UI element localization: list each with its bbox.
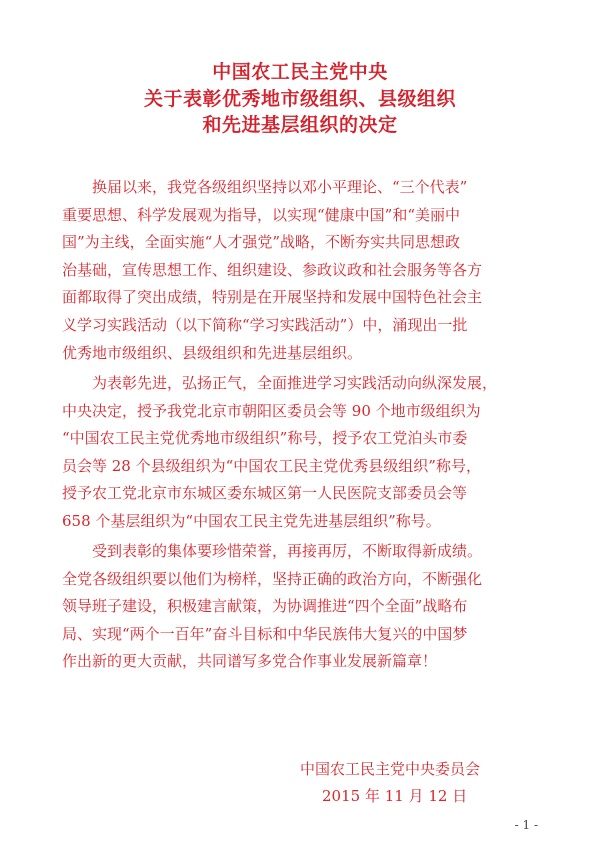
paragraph-line: “中国农工民主党优秀地市级组织”称号，授予农工党泊头市委 bbox=[62, 429, 468, 448]
paragraph-line: 义学习实践活动（以下简称“学习实践活动”）中，涌现出一批 bbox=[62, 315, 468, 334]
title-line-3: 和先进基层组织的决定 bbox=[202, 114, 398, 136]
paragraph-line: 面都取得了突出成绩，特别是在开展坚持和发展中国特色社会主 bbox=[62, 288, 483, 307]
paragraph-line: 治基础，宣传思想工作、组织建设、参政议政和社会服务等各方 bbox=[62, 260, 483, 279]
paragraph-line: 重要思想、科学发展观为指导，以实现“健康中国”和“美丽中 bbox=[62, 205, 461, 224]
paragraph-line: 中央决定，授予我党北京市朝阳区委员会等 90 个地市级组织为 bbox=[62, 401, 481, 420]
signature-date: 2015 年 11 月 12 日 bbox=[322, 787, 468, 805]
paragraph-line: 领导班子建设，积极建言献策，为协调推进“四个全面”战略布 bbox=[62, 597, 468, 616]
paragraph-line: 优秀地市级组织、县级组织和先进基层组织。 bbox=[62, 343, 363, 362]
paragraph-line: 658 个基层组织为“中国农工民主党先进基层组织”称号。 bbox=[62, 511, 441, 530]
signature-organization: 中国农工民主党中央委员会 bbox=[300, 760, 481, 778]
paragraph-line: 授予农工党北京市东城区委东城区第一人民医院支部委员会等 bbox=[62, 484, 468, 503]
paragraph-line: 换届以来，我党各级组织坚持以邓小平理论、“三个代表” bbox=[92, 178, 468, 196]
paragraph-line: 作出新的更大贡献，共同谱写多党合作事业发展新篇章！ bbox=[62, 652, 438, 671]
page-number: - 1 - bbox=[514, 818, 538, 832]
paragraph-line: 国”为主线，全面实施“人才强党”战略，不断夯实共同思想政 bbox=[62, 233, 461, 252]
paragraph-2 bbox=[62, 370, 550, 536]
paragraph-line: 为表彰先进，弘扬正气，全面推进学习实践活动向纵深发展， bbox=[92, 374, 498, 392]
paragraph-line: 全党各级组织要以他们为榜样，坚持正确的政治方向，不断强化 bbox=[62, 569, 483, 588]
paragraph-line: 受到表彰的集体要珍惜荣誉，再接再厉，不断取得新成绩。 bbox=[92, 542, 483, 560]
paragraph-3 bbox=[62, 538, 550, 676]
paragraph-line: 员会等 28 个县级组织为“中国农工民主党优秀县级组织”称号， bbox=[62, 456, 481, 475]
paragraph-line: 局、实现“两个一百年”奋斗目标和中华民族伟大复兴的中国梦 bbox=[62, 624, 468, 643]
title-line-1: 中国农工民主党中央 bbox=[212, 61, 388, 83]
title-line-2: 关于表彰优秀地市级组织、县级组织 bbox=[143, 88, 456, 110]
paragraph-1 bbox=[62, 174, 550, 367]
